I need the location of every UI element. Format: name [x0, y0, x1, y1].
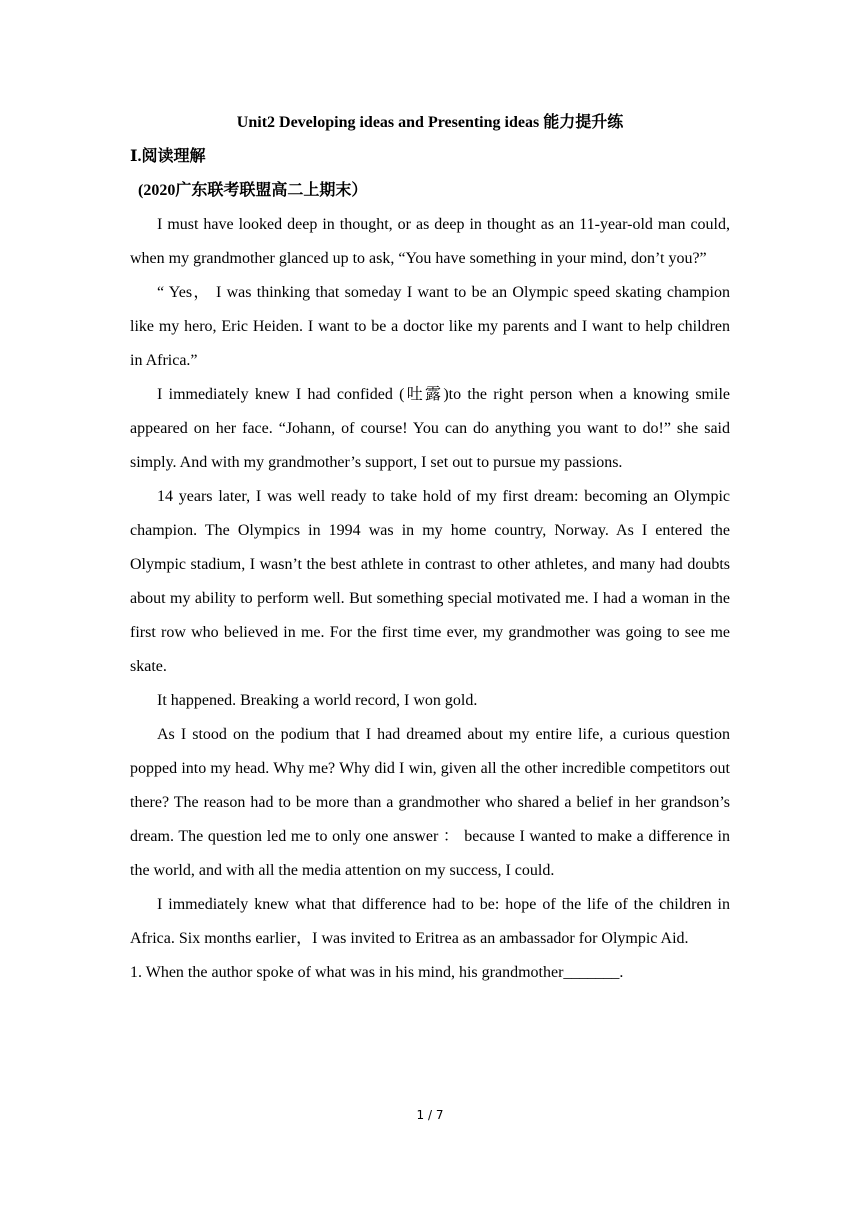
document-body — [130, 106, 730, 990]
paragraph-3: I immediately knew I had confided (吐露)to the right person when a knowing smile appeared on her face. “Johann, of course! You can do anything you want to do!” she said simply. And with my grandmother’s support, I set out to pursue my passions. — [130, 386, 730, 471]
page-title: Unit2 Developing ideas and Presenting ideas 能力提升练 — [236, 114, 624, 131]
page-number: 1 / 7 — [416, 1108, 444, 1122]
paragraph-7: I immediately knew what that difference had to be: hope of the life of the children in Africa. Six months earlier，I was invited to Eritrea as an ambassador for Olympic Aid. — [130, 896, 730, 947]
paragraph-2: “ Yes， I was thinking that someday I want to be an Olympic speed skating champion like my hero, Eric Heiden. I want to be a doctor like my parents and I want to help children in Africa.” — [130, 284, 731, 369]
question-1: 1. When the author spoke of what was in his mind, his grandmother_______. — [130, 964, 624, 981]
paragraph-6: As I stood on the podium that I had dreamed about my entire life, a curious question popped into my head. Why me? Why did I win, given all the other incredible competitors out there? The reason had to be more than a grandmother who shared a belief in her grandson’s dream. The question led me to only one answer ： because I wanted to make a difference in the world, and with all the media attention on my success, I could. — [130, 726, 730, 879]
section-heading: Ⅰ.阅读理解 — [130, 148, 206, 165]
paragraph-5: It happened. Breaking a world record, I won gold. — [157, 692, 478, 709]
source-note: (2020广东联考联盟高二上期末） — [138, 182, 368, 199]
paragraph-1: I must have looked deep in thought, or as deep in thought as an 11-year-old man could, when my grandmother glanced up to ask, “You have something in your mind, don’t you?” — [130, 216, 730, 267]
paragraph-4: 14 years later, I was well ready to take hold of my first dream: becoming an Olympic champion. The Olympics in 1994 was in my home country, Norway. As I entered the Olympic stadium, I wasn’t the best athlete in contrast to other athletes, and many had doubts about my ability to perform well. But something special motivated me. I had a woman in the first row who believed in me. For the first time ever, my grandmother was going to see me skate. — [130, 488, 730, 675]
